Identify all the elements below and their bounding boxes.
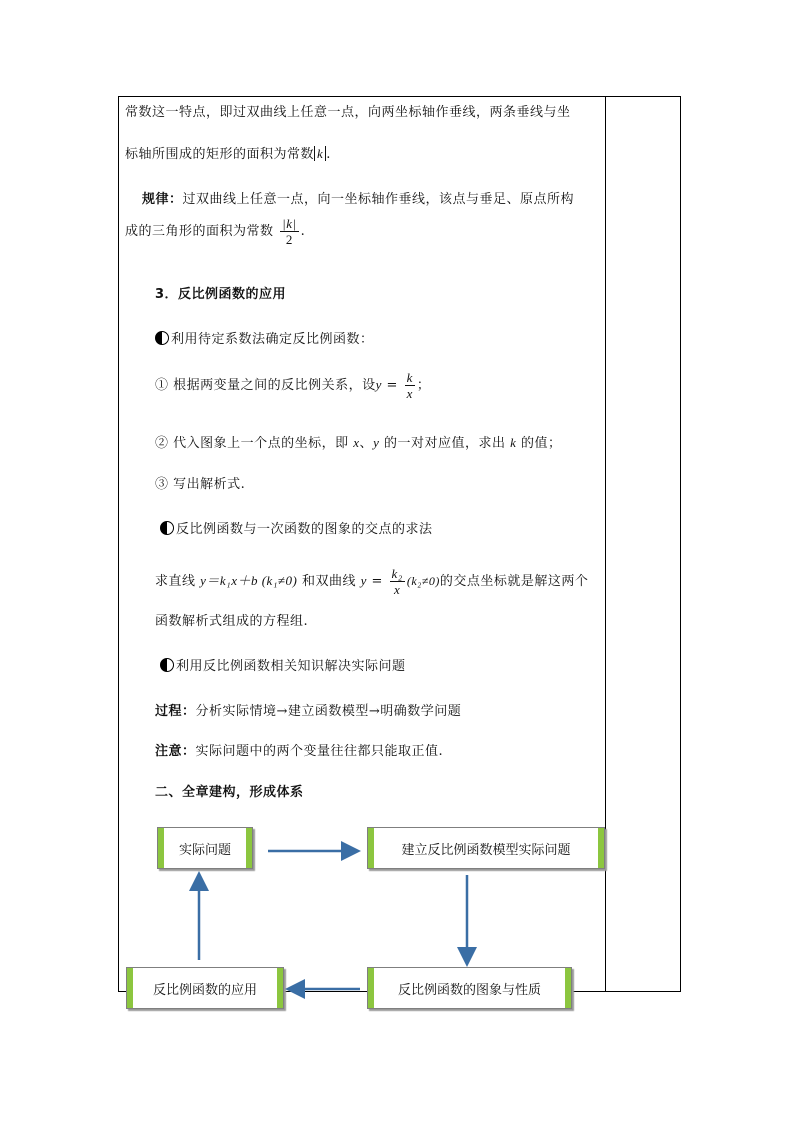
box-applications: 反比例函数的应用 xyxy=(126,967,284,1009)
section-2-heading: 二、全章建构，形成体系 xyxy=(155,785,304,800)
box-graph-properties: 反比例函数的图象与性质 xyxy=(367,967,572,1009)
text-line-2: 标轴所围成的矩形的面积为常数 k . xyxy=(125,146,331,162)
step-3: ③ 写出解析式. xyxy=(155,477,246,492)
text-line-4: 成的三角形的面积为常数 $\frac{|k|}{2}$ . xyxy=(125,216,306,247)
text-line-1: 常数这一特点，即过双曲线上任意一点，向两坐标轴作垂线，两条垂线与坐 xyxy=(125,105,571,120)
bullet-1: 利用待定系数法确定反比例函数： xyxy=(155,328,374,347)
section-3-heading: 3．反比例函数的应用 xyxy=(155,287,287,302)
abs-k: k xyxy=(314,146,326,161)
box-build-model: 建立反比例函数模型实际问题 xyxy=(367,827,605,869)
bullet-2: 反比例函数与一次函数的图象的交点的求法 xyxy=(160,518,433,537)
fraction-k-over-2: $\frac{|k|}{2}$ xyxy=(282,216,297,247)
rule-label: 规律： xyxy=(142,192,183,207)
intersection-line-1: 求直线 y＝k₁x＋b (k₁≠0) 和双曲线 y = $\frac{\text{k₂}}{x}$ (k₂≠0)的交点坐标就是解这两个 xyxy=(155,566,589,597)
rule-line: 规律：过双曲线上任意一点，向一坐标轴作垂线，该点与垂足、原点所构 xyxy=(142,192,575,207)
intersection-line-2: 函数解析式组成的方程组. xyxy=(155,614,309,629)
note-line: 注意：实际问题中的两个变量往往都只能取正值. xyxy=(155,744,444,759)
box-actual-problem: 实际问题 xyxy=(157,827,253,869)
step-2: ② 代入图象上一个点的坐标，即 x、y 的一对对应值，求出 k 的值； xyxy=(155,435,562,451)
step-1: ① 根据两变量之间的反比例关系，设y = $\frac{k}{x}$ ； xyxy=(155,370,431,401)
process-line: 过程：分析实际情境→建立函数模型→明确数学问题 xyxy=(155,704,462,719)
fraction-k2-over-x: $\frac{\text{k₂}}{x}$ xyxy=(391,566,403,597)
bullet-3: 利用反比例函数相关知识解决实际问题 xyxy=(160,655,406,674)
fraction-k-over-x: $\frac{k}{x}$ xyxy=(406,370,413,401)
